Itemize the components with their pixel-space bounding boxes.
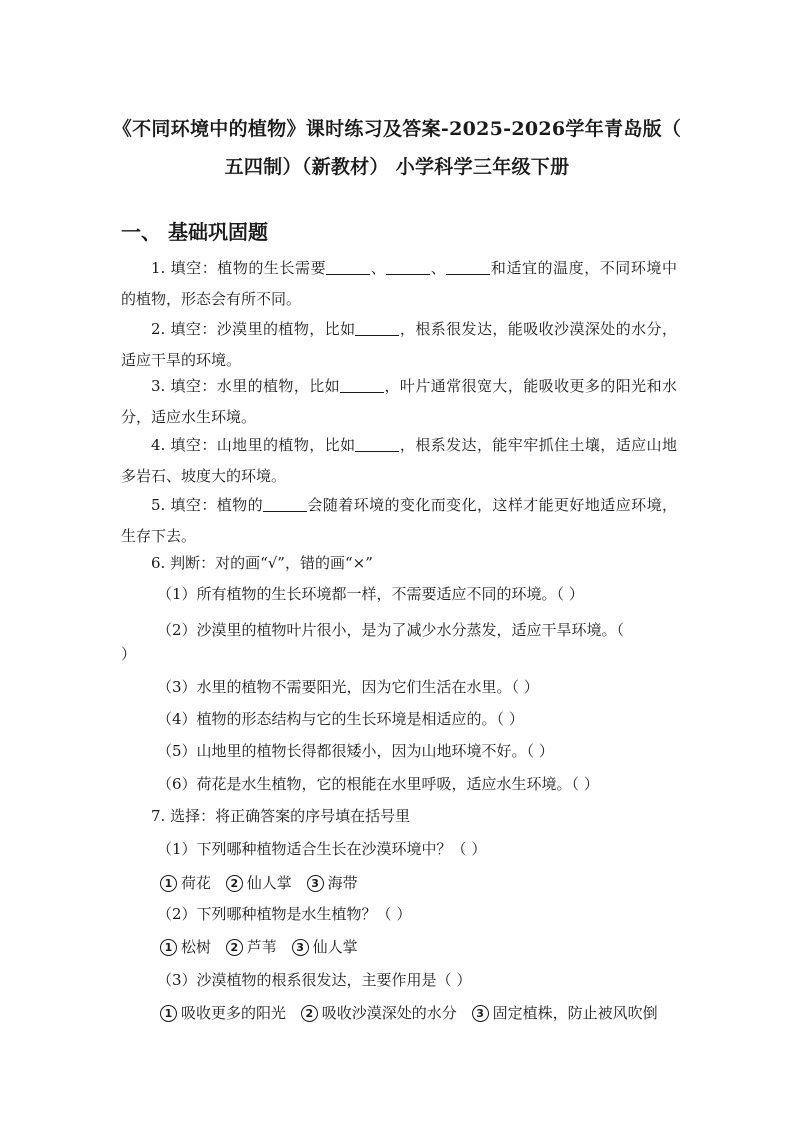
judge-item: （4）植物的形态结构与它的生长环境是相适应的。（ ） bbox=[157, 710, 524, 728]
document-title-line-2: 五四制）（新教材） 小学科学三年级下册 bbox=[224, 156, 570, 178]
question-6-stem: 6. 判断：对的画“√”，错的画“×” bbox=[151, 554, 373, 572]
option-b[interactable]: 2 仙人掌 bbox=[226, 874, 292, 892]
circled-number-icon: 3 bbox=[292, 939, 309, 956]
circled-number-icon: 2 bbox=[226, 875, 243, 892]
answer-blank[interactable] bbox=[340, 377, 384, 393]
option-b[interactable]: 2 吸收沙漠深处的水分 bbox=[301, 1004, 457, 1022]
choice-question-1: （1）下列哪种植物适合生长在沙漠环境中？（ ） bbox=[157, 840, 487, 858]
choice-options-3 bbox=[160, 1002, 668, 1024]
circled-number-icon: 1 bbox=[160, 875, 177, 892]
judge-item: （2）沙漠里的植物叶片很小，是为了减少水分蒸发，适应干旱环境。（ bbox=[157, 621, 625, 639]
circled-number-icon: 1 bbox=[160, 939, 177, 956]
circled-number-icon: 2 bbox=[226, 939, 243, 956]
judge-item: （3）水里的植物不需要阳光，因为它们生活在水里。（ ） bbox=[157, 678, 539, 696]
option-a[interactable]: 1 松树 bbox=[160, 938, 211, 956]
section-heading: 一、 基础巩固题 bbox=[121, 220, 268, 244]
judge-item: （1）所有植物的生长环境都一样，不需要适应不同的环境。（ ） bbox=[157, 585, 584, 603]
judge-item: （6）荷花是水生植物，它的根能在水里呼吸，适应水生环境。（ ） bbox=[157, 775, 599, 793]
answer-blank[interactable] bbox=[355, 320, 399, 336]
option-c[interactable]: 3 仙人掌 bbox=[292, 938, 358, 956]
option-c[interactable]: 3 固定植株，防止被风吹倒 bbox=[472, 1004, 658, 1022]
question-2: 2. 填空：沙漠里的植物，比如 ，根系很发达，能吸收沙漠深处的水分，适应干旱的环境。 bbox=[121, 320, 677, 369]
answer-blank[interactable] bbox=[446, 259, 490, 275]
answer-blank[interactable] bbox=[326, 259, 370, 275]
answer-blank[interactable] bbox=[386, 259, 430, 275]
choice-options-1 bbox=[160, 872, 368, 894]
option-b[interactable]: 2 芦苇 bbox=[226, 938, 277, 956]
judge-item: （5）山地里的植物长得都很矮小，因为山地环境不好。（ ） bbox=[157, 742, 554, 760]
option-a[interactable]: 1 荷花 bbox=[160, 874, 211, 892]
circled-number-icon: 3 bbox=[472, 1005, 489, 1022]
judge-item-wrap: ） bbox=[121, 645, 137, 663]
question-5: 5. 填空：植物的 会随着环境的变化而变化，这样才能更好地适应环境，生存下去。 bbox=[121, 496, 677, 545]
choice-question-2: （2）下列哪种植物是水生植物？（ ） bbox=[157, 905, 412, 923]
circled-number-icon: 3 bbox=[307, 875, 324, 892]
option-c[interactable]: 3 海带 bbox=[307, 874, 358, 892]
answer-blank[interactable] bbox=[263, 496, 307, 512]
answer-blank[interactable] bbox=[355, 436, 399, 452]
choice-question-3: （3）沙漠植物的根系很发达，主要作用是（ ） bbox=[157, 971, 472, 989]
circled-number-icon: 2 bbox=[301, 1005, 318, 1022]
document-title-line-1: 《不同环境中的植物》课时练习及答案-2025-2026学年青岛版（ bbox=[112, 118, 682, 140]
question-4: 4. 填空：山地里的植物，比如 ，根系发达，能牢牢抓住土壤，适应山地多岩石、坡度大的环境。 bbox=[121, 436, 677, 485]
question-7-stem: 7. 选择：将正确答案的序号填在括号里 bbox=[151, 807, 411, 825]
question-3: 3. 填空：水里的植物，比如 ，叶片通常很宽大，能吸收更多的阳光和水分，适应水生环境。 bbox=[121, 377, 677, 426]
choice-options-2 bbox=[160, 936, 368, 958]
option-a[interactable]: 1 吸收更多的阳光 bbox=[160, 1004, 286, 1022]
circled-number-icon: 1 bbox=[160, 1005, 177, 1022]
question-1: 1. 填空：植物的生长需要 、 、 和适宜的温度，不同环境中的植物，形态会有所不同。 bbox=[121, 259, 677, 308]
